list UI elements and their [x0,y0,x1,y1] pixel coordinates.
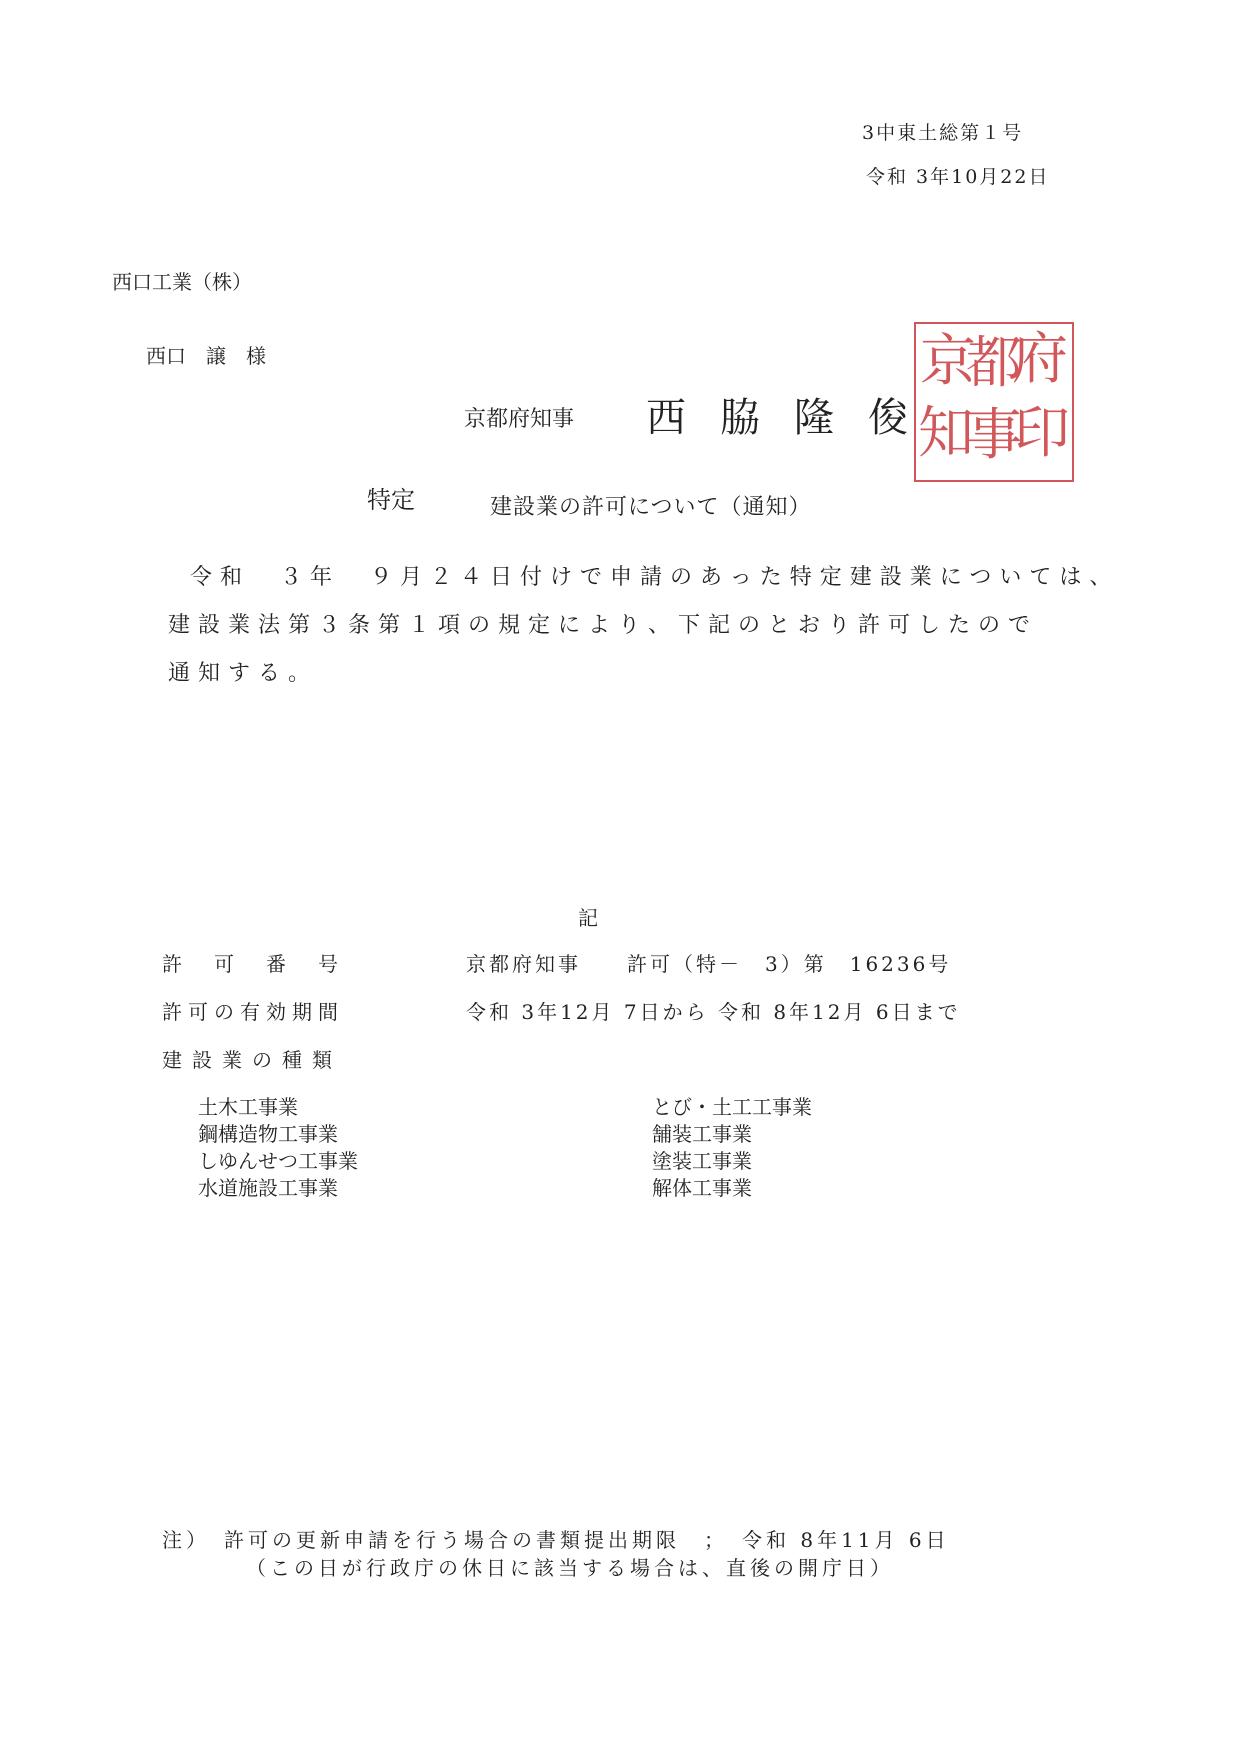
sender-title: 京都府知事 [464,407,575,432]
note-line-2: （この日が行政庁の休日に該当する場合は、直後の開庁日） [246,1556,894,1580]
body-line-3: 通知する。 [168,661,319,686]
body-line-1: 令和 ３年 ９月２４日付けで申請のあった特定建設業については、 [190,565,1120,590]
seal-char: 都 [966,331,1022,396]
work-types-label: 建設業の種類 [162,1048,342,1072]
work-type-item: 水道施設工事業 [198,1176,338,1200]
reference-number: 3中東土総第１号 [862,122,1024,144]
official-seal [914,322,1074,482]
body-line-2: 建設業法第３条第１項の規定により、下記のとおり許可したので [168,613,1039,638]
work-type-item: 塗装工事業 [652,1149,752,1173]
seal-char: 印 [1014,401,1070,466]
validity-label: 許可の有効期間 [162,1000,344,1024]
work-types-right [652,1094,812,1202]
work-type-item: 鋼構造物工事業 [198,1122,338,1146]
work-type-item: しゆんせつ工事業 [198,1149,358,1173]
permit-number-label: 許 可 番 号 [162,952,344,976]
issue-date: 令和 3年10月22日 [866,166,1050,188]
work-type-item: 解体工事業 [652,1176,752,1200]
document-title: 建設業の許可について（通知） [490,495,812,520]
work-type-item: 舗装工事業 [652,1122,752,1146]
seal-char: 事 [966,403,1022,468]
permit-number-value: 京都府知事 許可（特－ 3）第 16236号 [466,952,952,976]
title-prefix: 特定 [367,486,415,514]
sender-name: 西脇隆俊 [646,395,942,441]
validity-value: 令和 3年12月 7日から 令和 8年12月 6日まで [466,1000,961,1024]
work-types-left [198,1094,358,1202]
work-type-item: 土木工事業 [198,1095,298,1119]
addressee-person: 西口 譲 様 [146,344,266,368]
note-line-1: 注） 許可の更新申請を行う場合の書類提出期限 ； 令和 8年11月 6日 [162,1528,950,1552]
seal-char: 京 [920,329,976,394]
ki-heading: 記 [578,906,598,930]
seal-char: 知 [918,401,974,466]
addressee-company: 西口工業（株） [112,270,252,294]
work-type-item: とび・土工工事業 [652,1095,812,1119]
seal-char: 府 [1012,327,1068,392]
